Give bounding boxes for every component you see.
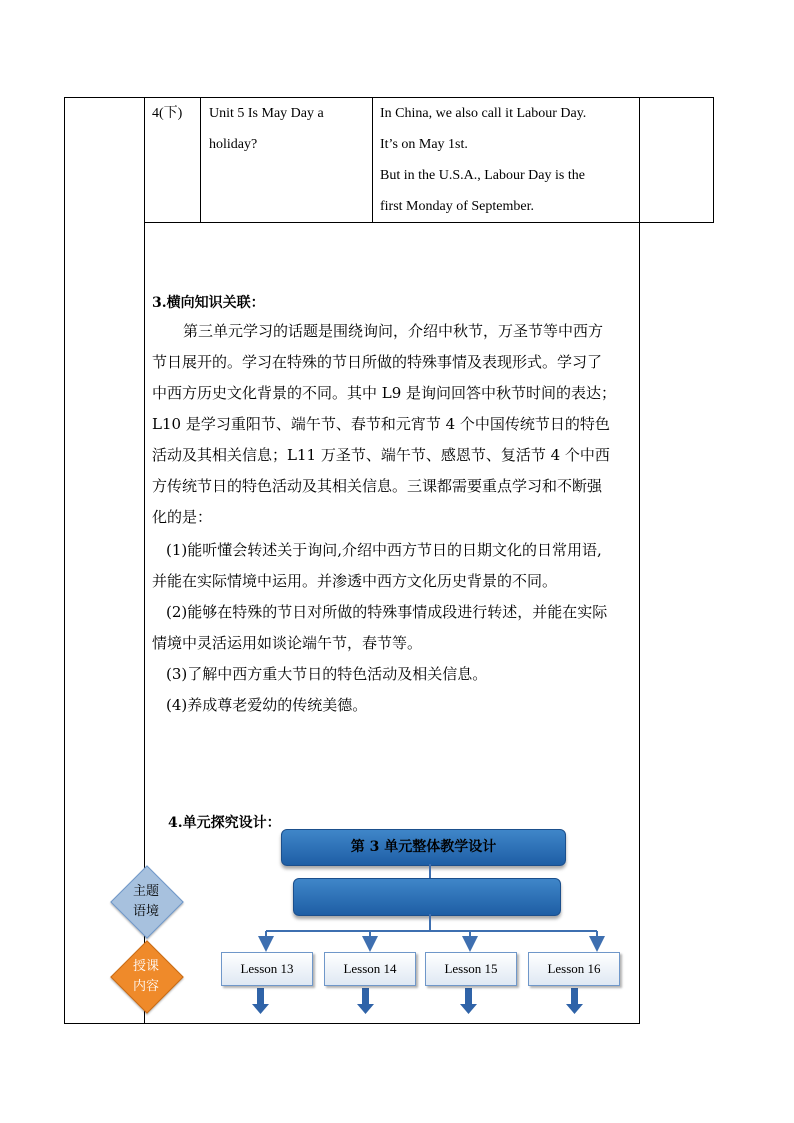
section4-heading: 4.单元探究设计： xyxy=(168,815,281,831)
content-line-3: But in the U.S.A., Labour Day is the xyxy=(380,168,585,183)
unit-title-line1: Unit 5 Is May Day a xyxy=(209,106,324,121)
section3-item-line: (2)能够在特殊的节日对所做的特殊事情成段进行转述，并能在实际 xyxy=(166,603,608,621)
diagram-second-box xyxy=(293,878,561,916)
section3-item-line: (3)了解中西方重大节日的特色活动及相关信息。 xyxy=(166,665,488,683)
section3-item-line: 并能在实际情境中运用。并渗透中西方文化历史背景的不同。 xyxy=(152,572,558,590)
theme-context-label-2: 语境 xyxy=(132,904,159,919)
col-sep-3 xyxy=(713,97,714,222)
lesson-box-15: Lesson 15 xyxy=(425,952,517,986)
section3-item-line: (4)养成尊老爱幼的传统美德。 xyxy=(166,696,368,714)
section3-para-line: 第三单元学习的话题是围绕询问，介绍中秋节，万圣节等中西方 xyxy=(183,322,604,340)
col-sep-2 xyxy=(372,97,373,222)
teaching-content-label-1: 授课 xyxy=(132,959,159,974)
section3-para-line: 中西方历史文化背景的不同。其中 L9 是询问回答中秋节时间的表达； xyxy=(152,384,617,402)
unit-title-line2: holiday? xyxy=(209,137,258,152)
section3-para-line: 方传统节日的特色活动及其相关信息。三课都需要重点学习和不断强 xyxy=(152,477,603,495)
section3-para-line: 活动及其相关信息；L11 万圣节、端午节、感恩节、复活节 4 个中西 xyxy=(152,446,610,464)
teaching-content-label-2: 内容 xyxy=(132,979,159,994)
content-line-2: It’s on May 1st. xyxy=(380,137,468,152)
content-line-1: In China, we also call it Labour Day. xyxy=(380,106,587,121)
section3-heading: 3.横向知识关联： xyxy=(152,295,265,311)
section3-para-line: 节日展开的。学习在特殊的节日所做的特殊事情及表现形式。学习了 xyxy=(152,353,603,371)
down-arrow-1 xyxy=(252,988,269,1014)
content-line-4: first Monday of September. xyxy=(380,199,534,214)
frame-left xyxy=(64,97,65,1023)
section3-para-line: 化的是： xyxy=(152,508,213,526)
down-arrow-4 xyxy=(566,988,583,1014)
section3-item-line: (1)能听懂会转述关于询问,介绍中西方节日的日期文化的日常用语, xyxy=(166,541,602,559)
lesson-box-14: Lesson 14 xyxy=(324,952,416,986)
section3-item-line: 情境中灵活运用如谈论端午节，春节等。 xyxy=(152,634,423,652)
theme-context-label-1: 主题 xyxy=(132,884,159,899)
down-arrow-3 xyxy=(460,988,477,1014)
frame-bottom xyxy=(64,1023,640,1024)
lesson-box-13: Lesson 13 xyxy=(221,952,313,986)
row-bottom xyxy=(144,222,714,223)
lesson-box-16: Lesson 16 xyxy=(528,952,620,986)
down-arrow-2 xyxy=(357,988,374,1014)
section3-para-line: L10 是学习重阳节、端午节、春节和元宵节 4 个中国传统节日的特色 xyxy=(152,415,610,433)
row-number: 4(下) xyxy=(152,106,183,121)
diagram-title-box: 第 3 单元整体教学设计 xyxy=(281,829,566,866)
col-sep-1 xyxy=(200,97,201,222)
